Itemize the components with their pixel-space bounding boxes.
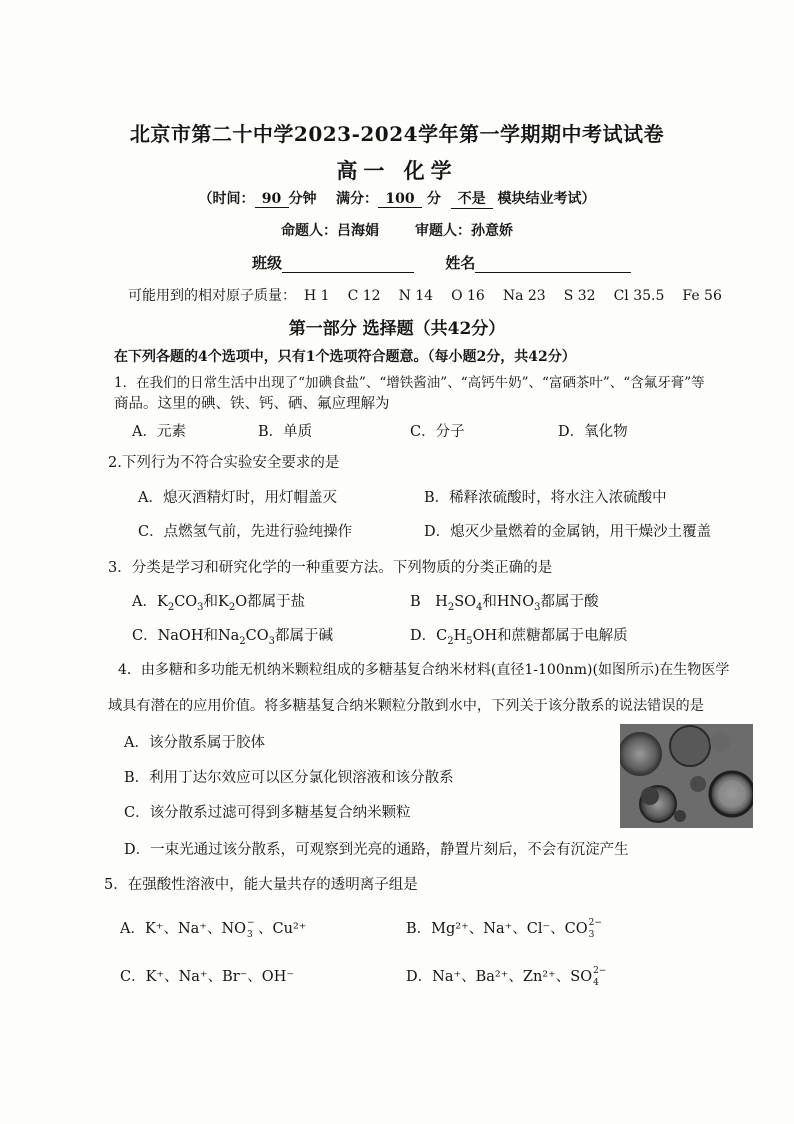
q2-option-c: C．点燃氢气前，先进行验纯操作: [138, 524, 353, 540]
q3-option-a: A．$K_2CO_3$和$K_2O$都属于盐: [132, 594, 306, 613]
atomic-mass-line: [128, 285, 740, 305]
exam-subject: 高一 化学: [336, 158, 458, 183]
q4-option-c: C．该分散系过滤可得到多糖基复合纳米颗粒: [124, 805, 411, 821]
authors-line: [0, 220, 794, 240]
atomic-mass-item: H 1: [304, 288, 330, 304]
atomic-mass-item: Fe 56: [682, 288, 722, 304]
q1-stem-line2: 商品。这里的碘、铁、钙、硒、氟应理解为: [114, 396, 390, 412]
score-value: 100: [378, 191, 422, 208]
name-label: 姓名: [445, 254, 476, 272]
score-label: 满分：: [336, 191, 378, 207]
q1-option-a: A．元素: [132, 424, 186, 440]
atomic-mass-item: S 32: [563, 288, 596, 304]
q4-option-b: B．利用丁达尔效应可以区分氯化钡溶液和该分散系: [124, 770, 454, 786]
exam-type-suffix: 模块结业考试）: [497, 191, 596, 207]
q1-stem-line1: 1．在我们的日常生活中出现了“加碘食盐”、“增铁酱油”、“高钙牛奶”、“富硒茶叶”、“含氟牙膏”等: [114, 375, 705, 391]
score-unit: 分: [426, 191, 441, 207]
q2-option-b: B．稀释浓硫酸时，将水注入浓硫酸中: [424, 490, 667, 506]
q3-option-d: D．$C_2H_5OH$和蔗糖都属于电解质: [410, 628, 628, 647]
q5-option-a: A．K⁺、Na⁺、NO − 3 、Cu²⁺: [120, 918, 307, 940]
q5-option-b: B．Mg²⁺、Na⁺、Cl⁻、CO 2− 3: [406, 918, 602, 940]
atomic-mass-item: Cl 35.5: [613, 288, 665, 304]
q3-option-c: C．NaOH和$Na_2CO_3$都属于碱: [132, 628, 334, 647]
q4-stem-line2: 域具有潜在的应用价值。将多糖基复合纳米颗粒分散到水中，下列关于该分散系的说法错误的是: [108, 698, 704, 714]
q2-option-a: A．熄灭酒精灯时，用灯帽盖灭: [138, 490, 337, 506]
nanoparticle-micrograph: [620, 724, 753, 828]
q4-option-d: D．一束光通过该分散系，可观察到光亮的通路，静置片刻后，不会有沉淀产生: [124, 842, 629, 858]
q3-option-b: B $H_2SO_4$和$HNO_3$都属于酸: [410, 594, 599, 613]
q2-option-d: D．熄灭少量燃着的金属钠，用干燥沙土覆盖: [424, 524, 712, 540]
part1-title: 第一部分 选择题（共42分）: [288, 319, 506, 339]
atomic-mass-item: O 16: [451, 288, 485, 304]
atomic-mass-item: C 12: [347, 288, 381, 304]
exam-info-line: [0, 188, 794, 209]
time-label: （时间：: [198, 191, 255, 207]
q1-option-c: C．分子: [410, 424, 465, 440]
q5-stem: 5．在强酸性溶液中，能大量共存的透明离子组是: [104, 877, 418, 893]
q2-stem: 2.下列行为不符合实验安全要求的是: [108, 455, 340, 471]
reviewer: 审题人：孙意娇: [415, 223, 513, 239]
q1-option-d: D．氧化物: [558, 424, 628, 440]
atomic-mass-label: 可能用到的相对原子质量：: [128, 288, 296, 304]
exam-title: 北京市第二十中学2023-2024学年第一学期期中考试试卷: [129, 122, 665, 146]
q5-option-d: D．Na⁺、Ba²⁺、Zn²⁺、SO 2− 4: [406, 966, 607, 988]
part1-instruction: 在下列各题的4个选项中，只有1个选项符合题意。（每小题2分，共42分）: [114, 349, 576, 365]
name-field[interactable]: [475, 256, 631, 273]
q4-option-a: A．该分散系属于胶体: [124, 735, 265, 751]
student-info: [252, 252, 631, 273]
setter: 命题人：吕海娟: [281, 223, 379, 239]
q5-option-c: C．K⁺、Na⁺、Br⁻、OH⁻: [120, 969, 294, 985]
class-field[interactable]: [282, 256, 414, 273]
q4-stem-line1: 4．由多糖和多功能无机纳米颗粒组成的多糖基复合纳米材料(直径1-100nm)(如图所示)在生物医学: [118, 662, 730, 678]
class-label: 班级: [252, 254, 283, 272]
q3-stem: 3．分类是学习和研究化学的一种重要方法。下列物质的分类正确的是: [108, 560, 553, 576]
atomic-mass-item: N 14: [398, 288, 434, 304]
time-unit: 分钟: [288, 191, 317, 207]
q1-option-b: B．单质: [258, 424, 313, 440]
time-value: 90: [255, 191, 289, 208]
exam-type-value: 不是: [451, 188, 493, 209]
atomic-mass-item: Na 23: [502, 288, 546, 304]
